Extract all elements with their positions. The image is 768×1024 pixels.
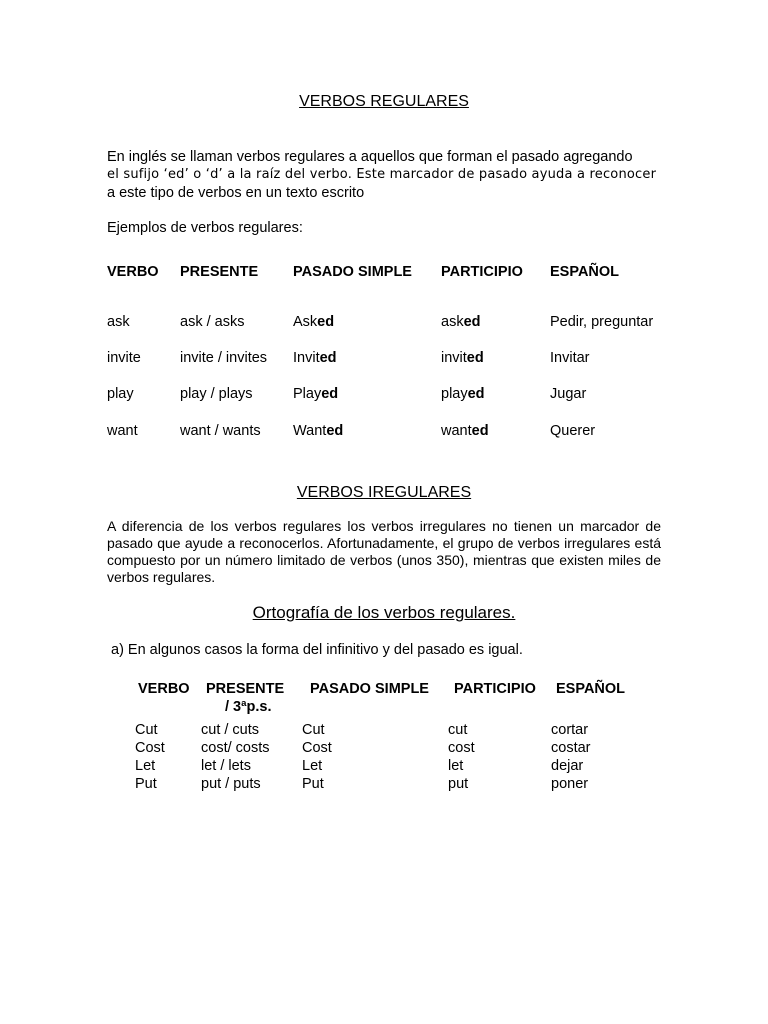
ort-cell-espanol: costar [551, 740, 591, 756]
ort-cell-verbo: Put [135, 776, 157, 792]
ort-cell-espanol: poner [551, 776, 589, 792]
pasado-suffix: ed [326, 423, 344, 439]
reg-cell-espanol: Invitar [550, 350, 590, 366]
ort-cell-pasado: Put [302, 776, 324, 792]
reg-cell-pasado [293, 314, 334, 330]
intro-line-1: En inglés se llaman verbos regulares a aquellos que forman el pasado agregando [107, 149, 633, 165]
intro-line-2: el sufijo ‘ed’ o ‘d’ a la raíz del verbo. Este marcador de pasado ayuda a reconocer [107, 167, 657, 182]
ort-cell-presente: cost/ costs [201, 740, 270, 756]
ort-cell-presente: let / lets [201, 758, 251, 774]
ort-cell-verbo: Let [135, 758, 156, 774]
participio-suffix: ed [471, 423, 489, 439]
pasado-stem: Invit [293, 350, 320, 366]
pasado-suffix: ed [321, 386, 339, 402]
reg-header-espanol: ESPAÑOL [550, 264, 620, 280]
reg-cell-presente: ask / asks [180, 314, 245, 330]
ort-cell-pasado: Cut [302, 722, 325, 738]
participio-stem: play [441, 386, 468, 402]
reg-cell-pasado [293, 423, 343, 439]
reg-header-participio: PARTICIPIO [441, 264, 523, 280]
ort-header-pasado: PASADO SIMPLE [310, 681, 429, 697]
irregulares-title: VERBOS IREGULARES [296, 484, 472, 501]
reg-cell-pasado [293, 350, 337, 366]
ort-header-presente-3ps: / 3ªp.s. [225, 699, 272, 715]
reg-cell-espanol: Jugar [550, 386, 587, 402]
ort-cell-espanol: cortar [551, 722, 589, 738]
ort-cell-pasado: Let [302, 758, 323, 774]
pasado-suffix: ed [317, 314, 335, 330]
ort-header-verbo: VERBO [138, 681, 190, 697]
reg-header-pasado: PASADO SIMPLE [293, 264, 412, 280]
ort-cell-participio: cost [448, 740, 475, 756]
pasado-stem: Play [293, 386, 322, 402]
ort-cell-presente: cut / cuts [201, 722, 260, 738]
reg-cell-verbo: ask [107, 314, 130, 330]
reg-cell-presente: want / wants [180, 423, 261, 439]
reg-header-verbo: VERBO [107, 264, 159, 280]
reg-cell-verbo: want [107, 423, 138, 439]
reg-cell-espanol: Querer [550, 423, 596, 439]
item-a: a) En algunos casos la forma del infinitivo y del pasado es igual. [111, 642, 523, 658]
pasado-stem: Ask [293, 314, 318, 330]
ort-header-presente: PRESENTE [206, 681, 285, 697]
ort-cell-participio: let [448, 758, 464, 774]
ort-cell-presente: put / puts [201, 776, 261, 792]
reg-cell-verbo: play [107, 386, 134, 402]
intro-line-3: a este tipo de verbos en un texto escrito [107, 185, 365, 201]
reg-cell-participio [441, 423, 489, 439]
participio-stem: invit [441, 350, 467, 366]
ort-header-espanol: ESPAÑOL [556, 681, 626, 697]
participio-suffix: ed [463, 314, 481, 330]
reg-cell-verbo: invite [107, 350, 141, 366]
irregulares-paragraph: A diferencia de los verbos regulares los verbos irregulares no tienen un marcador de pasado que ayude a reconocerlos. Afortunadamente, el grupo de verbos irregulares está compuesto por un número limitado de verbos (unos 350), mientras que existen miles de verbos regulares. [107, 518, 661, 585]
reg-header-presente: PRESENTE [180, 264, 259, 280]
examples-label: Ejemplos de verbos regulares: [107, 220, 303, 236]
reg-cell-presente: invite / invites [180, 350, 268, 366]
reg-cell-participio [441, 386, 485, 402]
reg-cell-participio [441, 350, 484, 366]
ortografia-title: Ortografía de los verbos regulares. [252, 603, 516, 622]
ort-cell-pasado: Cost [302, 740, 332, 756]
participio-suffix: ed [466, 350, 484, 366]
ort-cell-participio: cut [448, 722, 468, 738]
ort-cell-participio: put [448, 776, 469, 792]
reg-cell-presente: play / plays [180, 386, 253, 402]
participio-stem: want [441, 423, 472, 439]
ort-cell-verbo: Cut [135, 722, 158, 738]
participio-suffix: ed [467, 386, 485, 402]
regulares-title: VERBOS REGULARES [299, 93, 469, 110]
ort-cell-espanol: dejar [551, 758, 584, 774]
reg-cell-espanol: Pedir, preguntar [550, 314, 654, 330]
pasado-suffix: ed [319, 350, 337, 366]
pasado-stem: Want [293, 423, 327, 439]
reg-cell-pasado [293, 386, 338, 402]
participio-stem: ask [441, 314, 464, 330]
ort-cell-verbo: Cost [135, 740, 165, 756]
ort-header-participio: PARTICIPIO [454, 681, 536, 697]
reg-cell-participio [441, 314, 481, 330]
